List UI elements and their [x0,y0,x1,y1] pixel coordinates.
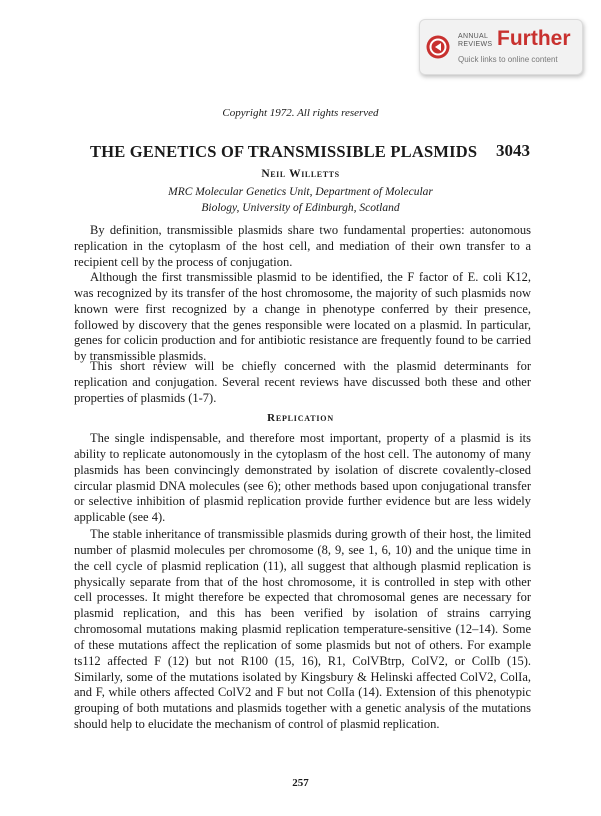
further-label: Further [497,27,571,50]
affiliation-line: MRC Molecular Genetics Unit, Department of Molecular [168,186,433,198]
body-paragraph: Although the first transmissible plasmid to be identified, the F factor of E. coli K12, was recognized by its transfer of the host chromosome, the majority of such plasmids now known were first recognized by a change in phenotype conferred by their presence, followed by discovery that the genes responsible were located on a plasmid. In particular, genes for colicin production and for antibiotic resistance are frequently found to be carried by transmissible plasmids. [74,270,531,364]
annual-reviews-logo-icon [426,35,450,59]
body-paragraph: The single indispensable, and therefore most important, property of a plasmid is its ability to replicate autonomously in the cytoplasm of the host cell. The autonomy of many plasmids has been convincingly demonstrated by isolation of discrete covalently-closed circular plasmid DNA molecules (see 6); other methods based upon conjugational transfer or selective inhibition of plasmid replication provide further evidence but are less widely applicable (see 4). [74,431,531,525]
body-paragraph: By definition, transmissible plasmids share two fundamental properties: autonomous replication in the cytoplasm of the host cell, and mediation of their own transfer to a recipient cell by the process of conjugation. [74,223,531,269]
article-title: THE GENETICS OF TRANSMISSIBLE PLASMIDS [90,142,478,161]
author-name: Neil Willetts [261,168,340,180]
page-folio: 257 [292,777,309,789]
annual-reviews-further-badge[interactable] [419,19,583,75]
section-heading: Replication [267,412,334,424]
body-paragraph: This short review will be chiefly concerned with the plasmid determinants for replication and conjugation. Several recent reviews have discussed both these and other properties of plasmids (1-7). [74,359,531,405]
author-affiliation [0,184,601,216]
annual-reviews-label: ANNUAL REVIEWS [458,33,493,48]
badge-tagline: Quick links to online content [458,55,558,64]
body-paragraph: The stable inheritance of transmissible plasmids during growth of their host, the limited number of plasmid molecules per chromosome (8, 9, see 1, 6, 10) and the unique time in the cell cycle of plasmid replication (11), all suggest that although plasmid replication is physically separate from that of the host chromosome, it is controlled in step with other cell processes. It might therefore be expected that chromosomal genes are necessary for plasmid replication, and this has been verified by isolation of strains carrying chromosomal mutations making plasmid replication temperature-sensitive (12–14). Some of these mutations affect the replication of some plasmids but not of others. For example ts112 affected F (12) but not R100 (15, 16), R1, ColVBtrp, ColV2, or ColIb (15). Similarly, some of the mutations isolated by Kingsbury & Helinski affected ColV2, ColIa, and F, while others affected ColV2 and F but not ColIa (14). Extension of this phenotypic grouping of both mutations and plasmids together with a genetic analysis of the mutations should help to elucidate the mechanism of control of plasmid replication. [74,527,531,732]
article-number: 3043 [496,141,530,160]
affiliation-line: Biology, University of Edinburgh, Scotland [201,202,400,214]
copyright-line: Copyright 1972. All rights reserved [222,107,379,119]
